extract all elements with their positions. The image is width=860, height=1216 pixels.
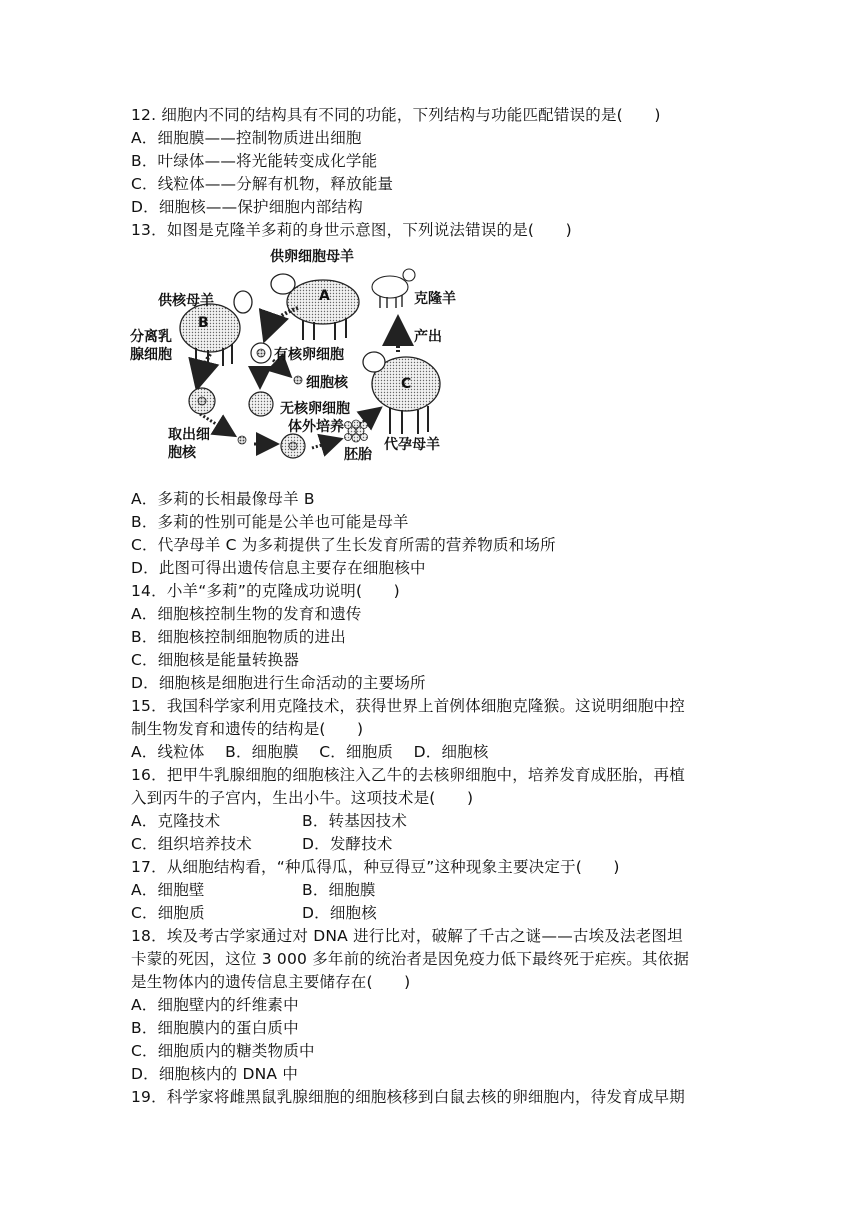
q14-option-b: B．细胞核控制细胞物质的进出 — [131, 628, 346, 646]
q15-stem-line1: 15．我国科学家利用克隆技术，获得世界上首例体细胞克隆猴。这说明细胞中控 — [131, 697, 685, 715]
q15-option-c: C．细胞质 — [319, 743, 394, 761]
embryo-icon — [345, 420, 368, 442]
q15-option-a: A．线粒体 — [131, 743, 205, 761]
extracted-nucleus-icon — [238, 436, 246, 444]
q13-option-a: A．多莉的长相最像母羊 B — [131, 490, 315, 508]
q16-option-b: B．转基因技术 — [302, 812, 408, 830]
q14-stem: 14．小羊“多莉”的克隆成功说明( ) — [131, 582, 400, 600]
q16-option-a: A．克隆技术 — [131, 812, 221, 830]
label-clone-sheep: 克隆羊 — [414, 291, 456, 307]
label-separate-2: 腺细胞 — [130, 347, 172, 363]
q17-option-b: B．细胞膜 — [302, 881, 376, 899]
q13-option-d: D．此图可得出遗传信息主要存在细胞核中 — [131, 559, 426, 577]
arrow-to-embryo-icon — [312, 440, 338, 448]
q12-option-d: D．细胞核——保护细胞内部结构 — [131, 198, 363, 216]
label-nucleus: 细胞核 — [306, 375, 348, 391]
q13-option-b: B．多莉的性别可能是公羊也可能是母羊 — [131, 513, 409, 531]
q15-option-d: D．细胞核 — [413, 743, 489, 761]
arrow-b-to-cell-icon — [198, 354, 210, 384]
q18-option-b: B．细胞膜内的蛋白质中 — [131, 1019, 299, 1037]
q13-stem: 13．如图是克隆羊多莉的身世示意图，下列说法错误的是( ) — [131, 221, 572, 239]
q15-stem-line2: 制生物发育和遗传的结构是( ) — [131, 720, 364, 738]
label-nucleated-egg: 有核卵细胞 — [274, 347, 344, 363]
label-embryo: 胚胎 — [344, 447, 372, 463]
sheep-a-icon — [271, 274, 359, 340]
clone-sheep-icon — [372, 269, 415, 308]
q16-option-d: D．发酵技术 — [302, 835, 393, 853]
q15-options-row — [131, 741, 489, 763]
q17-option-c: C．细胞质 — [131, 904, 205, 922]
nucleus-icon — [294, 376, 302, 384]
q17-option-a: A．细胞壁 — [131, 881, 205, 899]
q14-option-d: D．细胞核是细胞进行生命活动的主要场所 — [131, 674, 426, 692]
q16-option-c: C．组织培养技术 — [131, 835, 252, 853]
label-surrogate: 代孕母羊 — [384, 437, 440, 453]
q15-option-b: B．细胞膜 — [225, 743, 299, 761]
sheep-c-icon — [363, 352, 440, 434]
q19-stem-line1: 19．科学家将雌黑鼠乳腺细胞的细胞核移到白鼠去核的卵细胞内，待发育成早期 — [131, 1088, 685, 1106]
label-produce: 产出 — [414, 329, 442, 345]
q12-option-c: C．线粒体——分解有机物，释放能量 — [131, 175, 394, 193]
label-take-nucleus-1: 取出细 — [168, 427, 210, 443]
q14-option-c: C．细胞核是能量转换器 — [131, 651, 300, 669]
enucleated-egg-cell-icon — [249, 392, 273, 416]
label-culture: 体外培养 — [288, 419, 344, 435]
q12-option-a: A．细胞膜——控制物质进出细胞 — [131, 129, 362, 147]
q18-option-a: A．细胞壁内的纤维素中 — [131, 996, 299, 1014]
sheep-b-letter: B — [198, 315, 209, 331]
q17-option-d: D．细胞核 — [302, 904, 377, 922]
label-nucleus-donor: 供核母羊 — [158, 293, 214, 309]
clone-sheep-diagram — [128, 244, 458, 462]
label-egg-donor: 供卵细胞母羊 — [270, 249, 354, 265]
sheep-c-letter: C — [401, 376, 412, 392]
q18-stem-line2: 卡蒙的死因，这位 3 000 多年前的统治者是因免疫力低下最终死于疟疾。其依据 — [131, 950, 690, 968]
label-separate-1: 分离乳 — [130, 329, 172, 345]
q12-stem: 12. 细胞内不同的结构具有不同的功能，下列结构与功能匹配错误的是( ) — [131, 106, 661, 124]
q14-option-a: A．细胞核控制生物的发育和遗传 — [131, 605, 362, 623]
q13-option-c: C．代孕母羊 C 为多莉提供了生长发育所需的营养物质和场所 — [131, 536, 556, 554]
q18-option-d: D．细胞核内的 DNA 中 — [131, 1065, 299, 1083]
q16-stem-line2: 入到丙牛的子宫内，生出小牛。这项技术是( ) — [131, 789, 474, 807]
q16-stem-line1: 16．把甲牛乳腺细胞的细胞核注入乙牛的去核卵细胞中，培养发育成胚胎，再植 — [131, 766, 685, 784]
label-enucleated-egg: 无核卵细胞 — [280, 401, 350, 417]
sheep-a-letter: A — [319, 288, 330, 304]
q18-stem-line3: 是生物体内的遗传信息主要储存在( ) — [131, 973, 411, 991]
q18-stem-line1: 18．埃及考古学家通过对 DNA 进行比对，破解了千古之谜——古埃及法老图坦 — [131, 927, 683, 945]
q17-stem: 17．从细胞结构看，“种瓜得瓜，种豆得豆”这种现象主要决定于( ) — [131, 858, 620, 876]
label-take-nucleus-2: 胞核 — [168, 445, 196, 461]
q18-option-c: C．细胞质内的糖类物质中 — [131, 1042, 315, 1060]
q12-option-b: B．叶绿体——将光能转变成化学能 — [131, 152, 378, 170]
